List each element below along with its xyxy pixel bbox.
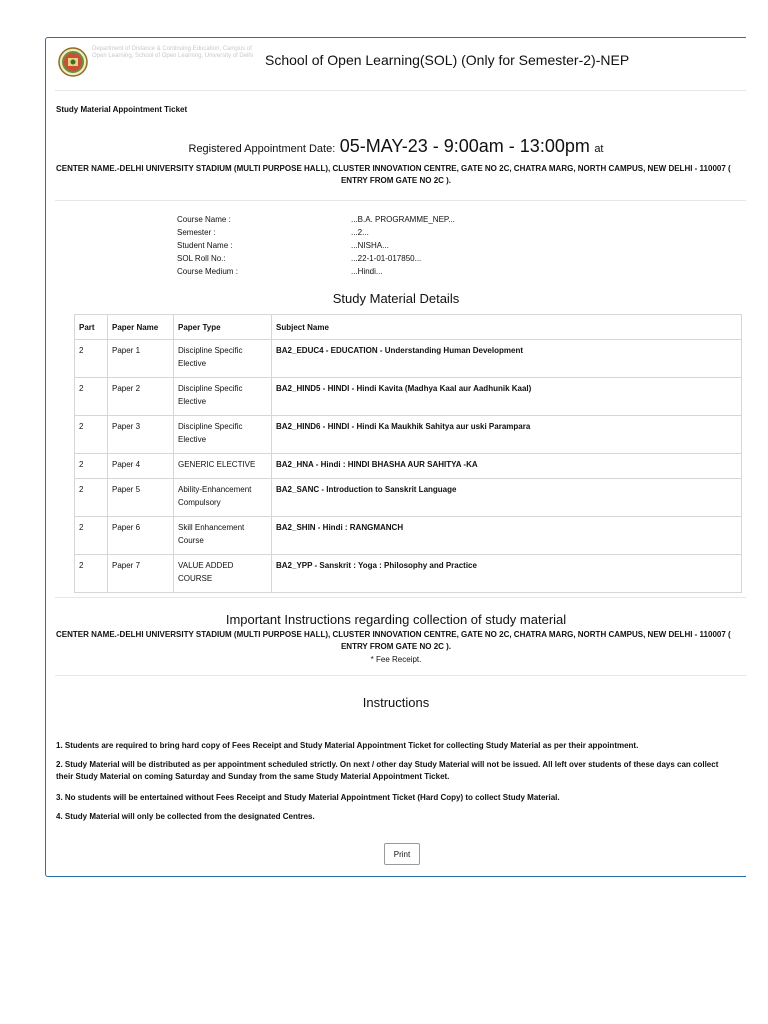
divider — [55, 597, 746, 598]
print-button[interactable]: Print — [384, 843, 420, 865]
header — [46, 38, 746, 90]
cell-part: 2 — [75, 416, 108, 454]
cell-paper-name: Paper 7 — [108, 555, 174, 593]
info-value: ...2... — [351, 228, 369, 237]
table-row — [75, 454, 742, 479]
info-label: Course Medium : — [177, 267, 238, 276]
table-header-row — [75, 315, 742, 340]
appointment-label: Registered Appointment Date: — [188, 143, 336, 155]
instruction-item: 1. Students are required to bring hard copy of Fees Receipt and Study Material Appointment Ticket for collecting Study Material as per their appointment. — [56, 741, 639, 750]
instruction-item: 3. No students will be entertained without Fees Receipt and Study Material Appointment Ticket (Hard Copy) to collect Study Material. — [56, 793, 560, 802]
column-header: Part — [75, 315, 108, 340]
appointment-at: at — [594, 143, 604, 155]
faded-header-text: Department of Distance & Continuing Education, Campus of Open Learning, School of Open Learning, University of Delhi — [92, 46, 254, 59]
cell-subject-name: BA2_HNA - Hindi : HINDI BHASHA AUR SAHITYA -KA — [272, 454, 742, 479]
info-label: Course Name : — [177, 215, 231, 224]
cell-paper-type: Discipline Specific Elective — [174, 378, 272, 416]
cell-subject-name: BA2_HIND5 - HINDI - Hindi Kavita (Madhya Kaal aur Aadhunik Kaal) — [272, 378, 742, 416]
study-material-table — [74, 314, 742, 593]
cell-subject-name: BA2_YPP - Sanskrit : Yoga : Philosophy and Practice — [272, 555, 742, 593]
table-row — [75, 479, 742, 517]
column-header: Paper Name — [108, 315, 174, 340]
ticket-card — [45, 37, 746, 877]
cell-subject-name: BA2_HIND6 - HINDI - Hindi Ka Maukhik Sahitya aur uski Parampara — [272, 416, 742, 454]
cell-paper-type: Skill Enhancement Course — [174, 517, 272, 555]
info-value: ...B.A. PROGRAMME_NEP... — [351, 215, 455, 224]
collection-center-line: CENTER NAME.-DELHI UNIVERSITY STADIUM (MULTI PURPOSE HALL), CLUSTER INNOVATION CENTRE, GATE NO 2C, CHATRA MARG, NORTH CAMPUS, NEW DELHI - 110007 ( — [56, 630, 731, 639]
cell-paper-type: GENERIC ELECTIVE — [174, 454, 272, 479]
divider — [55, 90, 746, 91]
instructions-title: Instructions — [362, 695, 430, 710]
collection-entry-line: ENTRY FROM GATE NO 2C ). — [340, 642, 452, 651]
cell-paper-name: Paper 2 — [108, 378, 174, 416]
appointment-date: 05-MAY-23 - 9:00am - 13:00pm — [339, 136, 590, 156]
instruction-item: 2. Study Material will be distributed as per appointment scheduled strictly. On next / other day Study Material will not be issued. All left over students of these days can collect their Study Material on coming Saturday and Sunday from the same Study Material Appointment Ticket. — [56, 760, 719, 781]
cell-part: 2 — [75, 555, 108, 593]
divider — [55, 200, 746, 201]
cell-paper-type: VALUE ADDED COURSE — [174, 555, 272, 593]
table-row — [75, 340, 742, 378]
cell-paper-name: Paper 4 — [108, 454, 174, 479]
cell-paper-name: Paper 1 — [108, 340, 174, 378]
cell-subject-name: BA2_SANC - Introduction to Sanskrit Language — [272, 479, 742, 517]
table-row — [75, 378, 742, 416]
cell-paper-type: Discipline Specific Elective — [174, 340, 272, 378]
center-entry-line: ENTRY FROM GATE NO 2C ). — [340, 176, 452, 185]
cell-paper-name: Paper 3 — [108, 416, 174, 454]
cell-paper-name: Paper 5 — [108, 479, 174, 517]
cell-part: 2 — [75, 479, 108, 517]
info-label: Semester : — [177, 228, 216, 237]
cell-part: 2 — [75, 454, 108, 479]
info-value: ...Hindi... — [351, 267, 383, 276]
cell-subject-name: BA2_EDUC4 - EDUCATION - Understanding Human Development — [272, 340, 742, 378]
cell-paper-type: Ability-Enhancement Compulsory — [174, 479, 272, 517]
divider — [55, 675, 746, 676]
table-row — [75, 416, 742, 454]
cell-part: 2 — [75, 517, 108, 555]
material-section-title: Study Material Details — [332, 291, 460, 306]
cell-part: 2 — [75, 340, 108, 378]
fee-receipt-note: * Fee Receipt. — [370, 655, 422, 664]
cell-part: 2 — [75, 378, 108, 416]
info-value: ...22-1-01-017850... — [351, 254, 422, 263]
info-label: SOL Roll No.: — [177, 254, 226, 263]
info-value: ...NISHA... — [351, 241, 389, 250]
collection-section-title: Important Instructions regarding collection of study material — [225, 612, 567, 627]
appointment-line — [46, 136, 746, 157]
column-header: Subject Name — [272, 315, 742, 340]
cell-subject-name: BA2_SHIN - Hindi : RANGMANCH — [272, 517, 742, 555]
university-logo-icon — [58, 45, 88, 79]
column-header: Paper Type — [174, 315, 272, 340]
ticket-label: Study Material Appointment Ticket — [56, 105, 188, 114]
table-row — [75, 555, 742, 593]
cell-paper-name: Paper 6 — [108, 517, 174, 555]
cell-paper-type: Discipline Specific Elective — [174, 416, 272, 454]
table-row — [75, 517, 742, 555]
info-label: Student Name : — [177, 241, 233, 250]
instruction-item: 4. Study Material will only be collected from the designated Centres. — [56, 812, 315, 821]
center-name-line: CENTER NAME.-DELHI UNIVERSITY STADIUM (MULTI PURPOSE HALL), CLUSTER INNOVATION CENTRE, GATE NO 2C, CHATRA MARG, NORTH CAMPUS, NEW DELHI - 110007 ( — [56, 164, 731, 173]
page-title: School of Open Learning(SOL) (Only for Semester-2)-NEP — [265, 52, 630, 68]
